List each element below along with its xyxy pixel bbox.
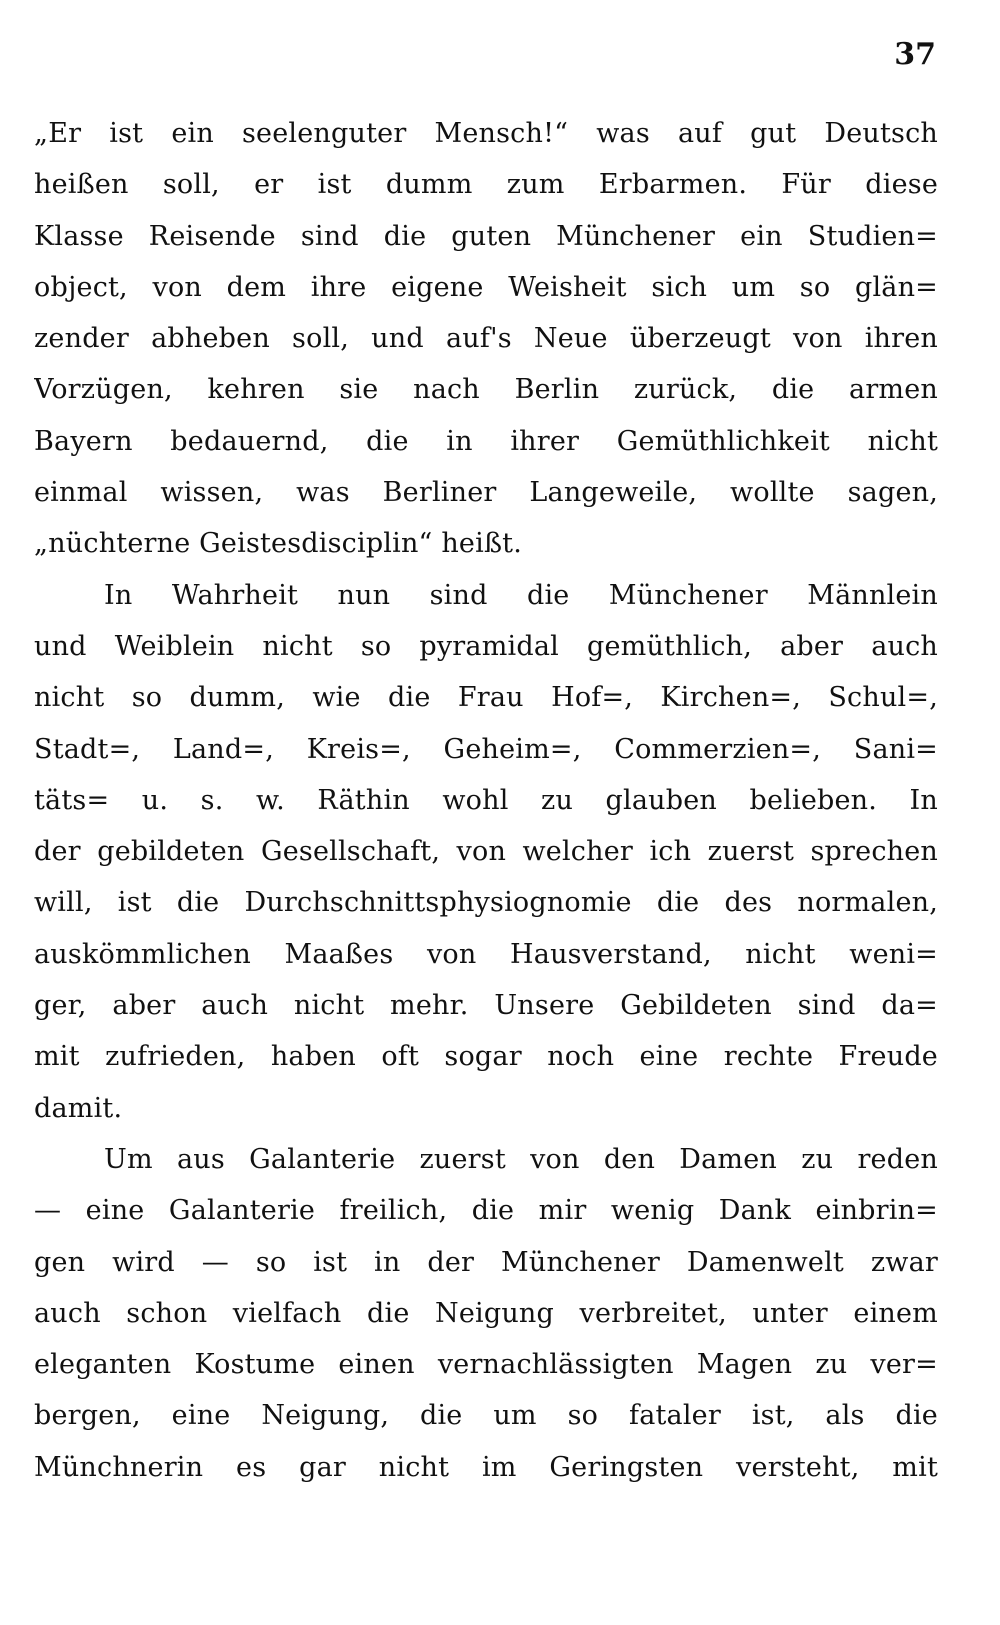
text-line: will, ist die Durchschnittsphysiognomie die des normalen, [34,887,938,919]
text-line: Münchnerin es gar nicht im Geringsten versteht, mit [34,1451,938,1483]
text-line: bergen, eine Neigung, die um so fataler ist, als die [34,1400,938,1432]
text-line: heißen soll, er ist dumm zum Erbarmen. Für diese [34,169,938,201]
text-line: object, von dem ihre eigene Weisheit sich um so glän= [34,271,938,303]
text-line: der gebildeten Gesellschaft, von welcher ich zuerst sprechen [34,836,938,868]
text-line: ger, aber auch nicht mehr. Unsere Gebildeten sind da= [34,990,938,1022]
text-line: „Er ist ein seelenguter Mensch!“ was auf gut Deutsch [34,118,938,149]
text-line: mit zufrieden, haben oft sogar noch eine rechte Freude [34,1041,938,1073]
text-line: zender abheben soll, und auf's Neue überzeugt von ihren [34,323,938,355]
text-line: einmal wissen, was Berliner Langeweile, wollte sagen, [34,477,938,509]
text-line: Bayern bedauernd, die in ihrer Gemüthlichkeit nicht [34,425,938,457]
body-text [34,108,938,1493]
text-line: damit. [34,1092,123,1124]
text-line: auch schon vielfach die Neigung verbreitet, unter einem [34,1297,938,1329]
text-line: gen wird — so ist in der Münchener Damenwelt zwar [34,1246,938,1278]
text-line: Um aus Galanterie zuerst von den Damen zu reden [104,1143,938,1175]
text-line: In Wahrheit nun sind die Münchener Männlein [104,579,938,611]
text-line: — eine Galanterie freilich, die mir wenig Dank einbrin= [34,1195,938,1227]
text-line: täts= u. s. w. Räthin wohl zu glauben belieben. In [34,784,938,816]
text-line: und Weiblein nicht so pyramidal gemüthlich, aber auch [34,630,938,662]
text-line: Vorzügen, kehren sie nach Berlin zurück, die armen [34,374,938,406]
text-line: eleganten Kostume einen vernachlässigten Magen zu ver= [34,1349,938,1381]
text-line: Stadt=, Land=, Kreis=, Geheim=, Commerzien=, Sani= [34,733,938,765]
text-line: nicht so dumm, wie die Frau Hof=, Kirchen=, Schul=, [34,682,938,714]
text-line: „nüchterne Geistesdisciplin“ heißt. [34,528,523,560]
text-line: Klasse Reisende sind die guten Münchener ein Studien= [34,220,938,252]
text-line: auskömmlichen Maaßes von Hausverstand, nicht weni= [34,938,938,970]
page-number: 37 [894,37,936,72]
